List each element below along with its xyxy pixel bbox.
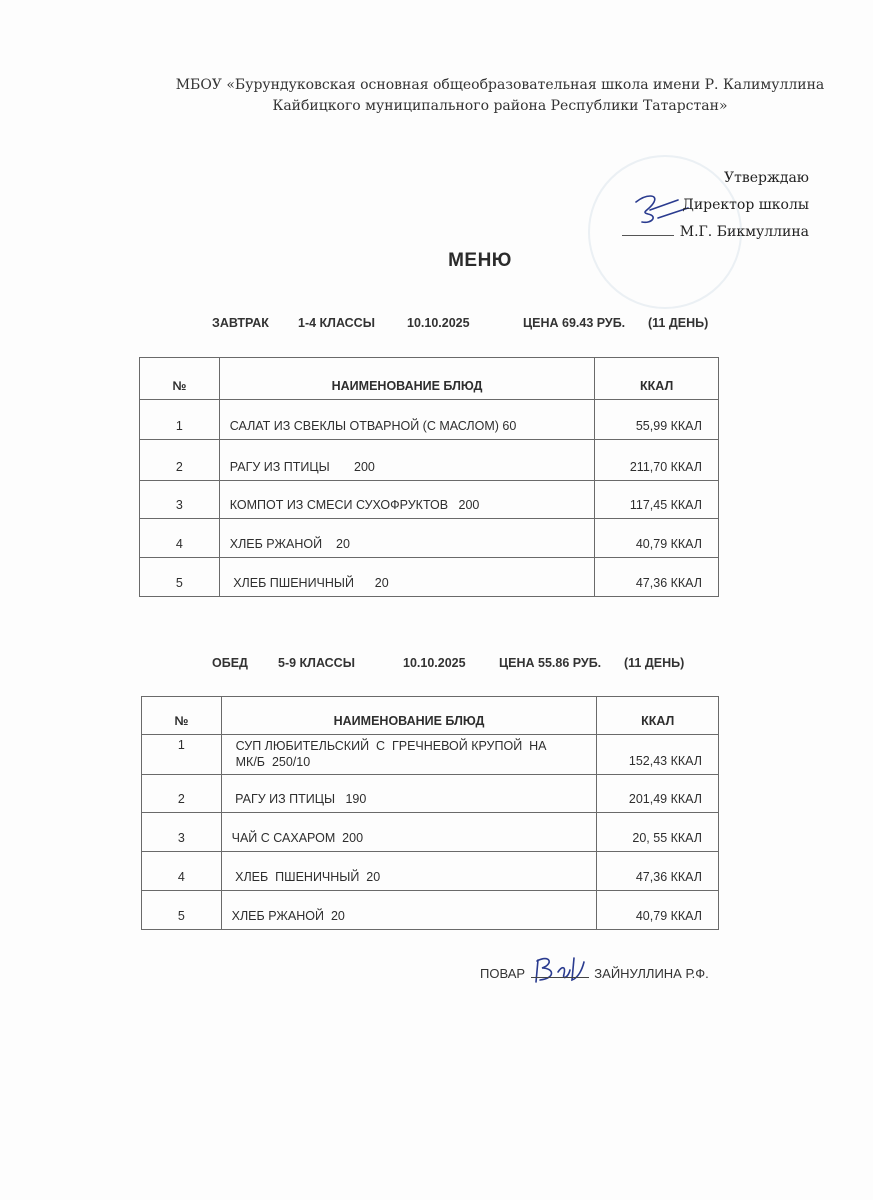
table-row: [142, 891, 719, 930]
row-number: 4: [140, 519, 220, 558]
column-header-dish: НАИМЕНОВАНИЕ БЛЮД: [219, 358, 595, 400]
table-row: [140, 519, 719, 558]
row-number: 4: [142, 852, 222, 891]
dish-kcal: 40,79 ККАЛ: [597, 891, 719, 930]
row-number: 3: [142, 813, 222, 852]
table-row: [142, 775, 719, 813]
director-name: М.Г. Бикмуллина: [679, 224, 809, 240]
dish-kcal: 40,79 ККАЛ: [595, 519, 719, 558]
dish-kcal: 201,49 ККАЛ: [597, 775, 719, 813]
row-number: 5: [142, 891, 222, 930]
column-header-number: №: [140, 358, 220, 400]
approve-label: Утверждаю: [723, 170, 809, 186]
dish-name: СУП ЛЮБИТЕЛЬСКИЙ С ГРЕЧНЕВОЙ КРУПОЙ НА: [235, 739, 547, 753]
row-number: 2: [140, 440, 220, 481]
school-header: [150, 75, 850, 117]
dish-kcal: 47,36 ККАЛ: [597, 852, 719, 891]
dish-kcal: 47,36 ККАЛ: [595, 558, 719, 597]
breakfast-date: 10.10.2025: [407, 316, 470, 330]
director-position: Директор школы: [682, 197, 809, 213]
dish-kcal: 117,45 ККАЛ: [595, 481, 719, 519]
cook-name: ЗАЙНУЛЛИНА Р.Ф.: [594, 966, 709, 981]
dish-name: ХЛЕБ РЖАНОЙ 20: [221, 891, 597, 930]
table-row: [142, 813, 719, 852]
dish-name: ЧАЙ С САХАРОМ 200: [221, 813, 597, 852]
dish-name: САЛАТ ИЗ СВЕКЛЫ ОТВАРНОЙ (С МАСЛОМ) 60: [219, 400, 595, 440]
lunch-price: ЦЕНА 55.86 РУБ.: [499, 656, 602, 670]
dish-name-cell: [221, 735, 597, 775]
breakfast-day: (11 ДЕНЬ): [648, 316, 709, 330]
school-header-line1: МБОУ «Бурундуковская основная общеобразовательная школа имени Р. Калимуллина: [175, 77, 825, 93]
signature-line: [622, 225, 674, 236]
cook-label: ПОВАР: [480, 966, 526, 981]
row-number: 3: [140, 481, 220, 519]
menu-title: МЕНЮ: [448, 250, 512, 271]
lunch-date: 10.10.2025: [403, 656, 466, 670]
table-row: [140, 558, 719, 597]
column-header-kcal: ККАЛ: [597, 697, 719, 735]
dish-name: ХЛЕБ ПШЕНИЧНЫЙ 20: [221, 852, 597, 891]
dish-kcal: 20, 55 ККАЛ: [597, 813, 719, 852]
dish-kcal: 55,99 ККАЛ: [595, 400, 719, 440]
row-number: 1: [140, 400, 220, 440]
cook-signature-line: [531, 967, 589, 978]
director-name-line: [622, 219, 809, 246]
dish-kcal: 152,43 ККАЛ: [597, 735, 719, 775]
table-row: [140, 400, 719, 440]
dish-name: РАГУ ИЗ ПТИЦЫ 200: [219, 440, 595, 481]
dish-name: ХЛЕБ РЖАНОЙ 20: [219, 519, 595, 558]
dish-name-continued: МК/Б 250/10: [235, 755, 311, 769]
breakfast-classes: 1-4 КЛАССЫ: [298, 316, 375, 330]
row-number: 2: [142, 775, 222, 813]
row-number: 1: [142, 735, 222, 775]
column-header-kcal: ККАЛ: [595, 358, 719, 400]
breakfast-heading: [0, 316, 873, 332]
lunch-table: [141, 696, 719, 930]
breakfast-table: [139, 357, 719, 597]
dish-name: ХЛЕБ ПШЕНИЧНЫЙ 20: [219, 558, 595, 597]
dish-name: КОМПОТ ИЗ СМЕСИ СУХОФРУКТОВ 200: [219, 481, 595, 519]
table-row: [140, 440, 719, 481]
dish-name: РАГУ ИЗ ПТИЦЫ 190: [221, 775, 597, 813]
lunch-day: (11 ДЕНЬ): [624, 656, 685, 670]
table-row: [140, 481, 719, 519]
school-header-line2: Кайбицкого муниципального района Республики Татарстан»: [272, 98, 728, 114]
approval-block: [622, 165, 809, 246]
lunch-heading: [0, 656, 873, 672]
row-number: 5: [140, 558, 220, 597]
table-row: [142, 735, 719, 775]
table-row: [142, 852, 719, 891]
breakfast-meal: ЗАВТРАК: [212, 316, 269, 330]
column-header-number: №: [142, 697, 222, 735]
lunch-meal: ОБЕД: [212, 656, 248, 670]
breakfast-price: ЦЕНА 69.43 РУБ.: [523, 316, 626, 330]
dish-kcal: 211,70 ККАЛ: [595, 440, 719, 481]
cook-line: [480, 966, 709, 981]
table-header-row: [140, 358, 719, 400]
lunch-classes: 5-9 КЛАССЫ: [278, 656, 355, 670]
column-header-dish: НАИМЕНОВАНИЕ БЛЮД: [221, 697, 597, 735]
table-header-row: [142, 697, 719, 735]
